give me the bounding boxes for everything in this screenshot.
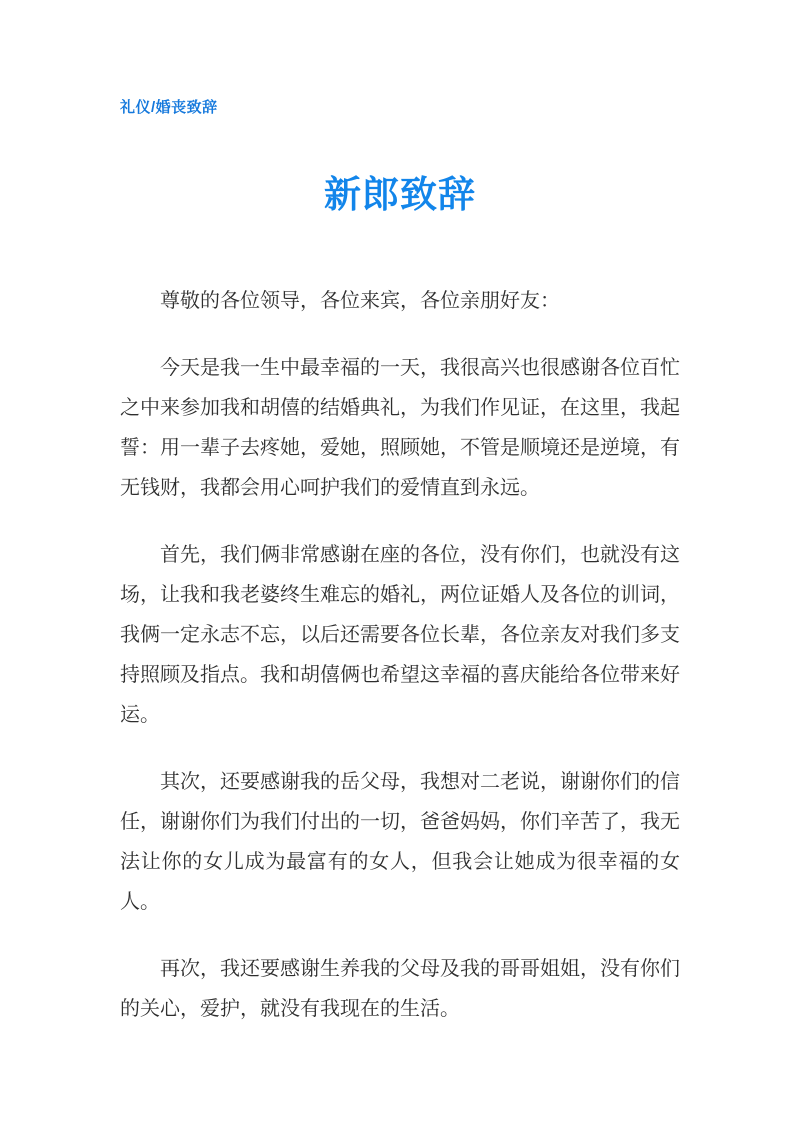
document-body: [120, 281, 680, 1029]
body-paragraph: 其次，还要感谢我的岳父母，我想对二老说，谢谢你们的信任，谢谢你们为我们付出的一切，爸爸妈妈，你们辛苦了，我无法让你的女儿成为最富有的女人，但我会让她成为很幸福的女人。: [120, 771, 680, 913]
body-paragraph: 今天是我一生中最幸福的一天，我很高兴也很感谢各位百忙之中来参加我和胡僖的结婚典礼，为我们作见证，在这里，我起誓：用一辈子去疼她，爱她，照顾她，不管是顺境还是逆境，有无钱财，我都会用心呵护我们的爱情直到永远。: [120, 357, 680, 499]
body-paragraph-salutation: 尊敬的各位领导，各位来宾，各位亲朋好友：: [160, 290, 560, 312]
body-paragraph: 首先，我们俩非常感谢在座的各位，没有你们，也就没有这场，让我和我老婆终生难忘的婚礼，两位证婚人及各位的训词，我俩一定永志不忘，以后还需要各位长辈，各位亲友对我们多支持照顾及指点。我和胡僖俩也希望这幸福的喜庆能给各位带来好运。: [120, 544, 680, 726]
breadcrumb[interactable]: 礼仪/婚丧致辞: [120, 99, 218, 116]
page-title: 新郎致辞: [324, 174, 476, 215]
body-paragraph: 再次，我还要感谢生养我的父母及我的哥哥姐姐，没有你们的关心，爱护，就没有我现在的生活。: [120, 958, 680, 1020]
